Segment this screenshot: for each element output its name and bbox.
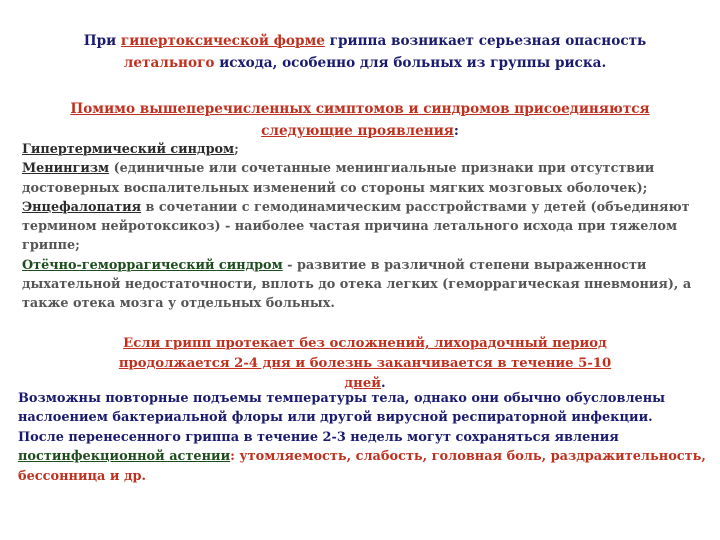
list-item — [22, 256, 710, 314]
list-item-text: ; — [234, 142, 239, 157]
encephalopathy-term: Энцефалопатия — [22, 199, 142, 215]
postinfectious-asthenia-term: постинфекционной астении — [18, 449, 231, 465]
list-item — [22, 198, 710, 256]
intro-text-2: гриппа возникает серьезная опасность — [324, 33, 647, 49]
relapse-paragraph — [18, 389, 710, 486]
manifestations-heading — [50, 98, 670, 142]
intro-paragraph — [60, 30, 670, 74]
intro-text-3: исхода, особенно для больных из группы риска. — [214, 55, 607, 71]
hyperthermic-syndrome-term: Гипертермический синдром — [22, 142, 235, 157]
list-item-text: (единичные или сочетанные менингиальные признаки при отсутствии достоверных воспалительных изменений со стороны мягких мозговых оболочек); — [22, 161, 655, 196]
manifestations-heading-text: Помимо вышеперечисленных симптомов и синдромов присоединяются следующие проявления — [70, 101, 650, 139]
asthenia-intro-text: После перенесенного гриппа в течение 2-3 недель могут сохраняться явления — [18, 429, 619, 445]
hypertoxic-form-term: гипертоксической форме — [120, 33, 325, 49]
manifestations-heading-colon: : — [453, 123, 459, 139]
list-item-text: - развитие в различной степени выраженности дыхательной недостаточности, вплоть до отека легких (геморрагическая пневмония), а также отека мозга у отдельных больных. — [22, 257, 692, 312]
intro-text-1: При — [83, 33, 121, 49]
uncomplicated-course-period: . — [381, 376, 386, 391]
meningism-term: Менингизм — [22, 161, 110, 177]
uncomplicated-course-text: Если грипп протекает без осложнений, лихорадочный период продолжается 2-4 дня и болезнь заканчивается в течение 5-10 дней — [118, 336, 612, 391]
list-item — [22, 140, 710, 159]
relapse-text: Возможны повторные подъемы температуры тела, однако они обычно обусловлены наслоением бактериальной флоры или другой вирусной респираторной инфекции. — [18, 391, 666, 426]
syndromes-list — [22, 140, 710, 314]
uncomplicated-course-paragraph — [100, 334, 630, 394]
lethal-term: летального — [123, 55, 215, 71]
list-item-text: в сочетании с гемодинамическим расстройствами у детей (объединяют термином нейротоксикоз) - наиболее частая причина летального исхода при тяжелом гриппе; — [22, 199, 690, 254]
asthenia-symptoms-text: : утомляемость, слабость, головная боль, раздражительность, бессонница и др. — [18, 449, 706, 484]
list-item — [22, 159, 710, 198]
edema-hemorrhagic-syndrome-term: Отёчно-геморрагический синдром — [22, 257, 283, 273]
